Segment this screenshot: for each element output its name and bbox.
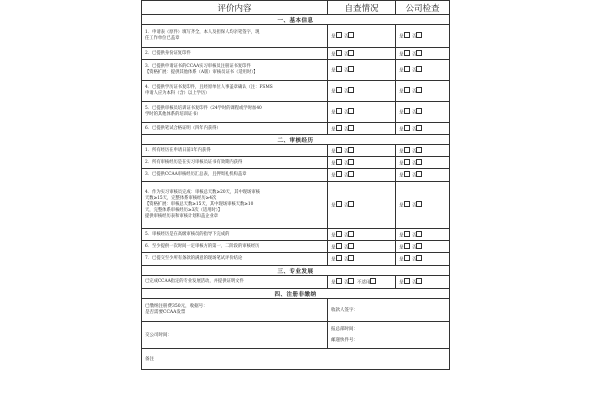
company-yes-checkbox[interactable] [404,201,410,207]
self-check-cell [328,123,396,135]
company-no-checkbox[interactable] [416,50,422,56]
company-yes-label: 是 [399,257,404,263]
company-check-cell [396,169,450,182]
criteria-text [142,60,328,81]
fee-row [142,299,450,322]
self-yes-checkbox[interactable] [336,243,342,249]
company-yes-label: 是 [399,245,404,251]
self-check-cell [328,157,396,169]
criteria-line: 1．所有经历在申请日前1年内获得 [145,147,211,153]
remarks-label: 备注 [145,357,154,362]
company-no-label: 否 [411,280,417,286]
criteria-text [142,253,328,266]
criteria-row [142,81,450,102]
self-yes-checkbox[interactable] [336,231,342,237]
self-yes-checkbox[interactable] [336,278,342,284]
self-check-cell [328,81,396,102]
company-check-cell [396,229,450,241]
criteria-row [142,253,450,266]
company-no-label: 否 [411,52,417,58]
company-yes-label: 是 [399,233,404,239]
company-check-cell [396,276,450,289]
company-yes-checkbox[interactable] [404,108,410,114]
section-title: 一、基本信息 [142,15,450,25]
self-no-checkbox[interactable] [348,108,354,114]
criteria-line: 2．所有审核经历是在实习审核员证书有效期内获得 [145,159,243,165]
self-no-label: 否 [343,127,349,133]
company-no-label: 否 [411,203,417,209]
remarks-row [142,349,450,370]
company-check-cell [396,25,450,48]
criteria-line: 天数≥15天，完整体系审核经历≥4次 [145,196,217,201]
section-title: 四、注册非缴纳 [142,289,450,299]
self-no-checkbox[interactable] [348,66,354,72]
self-yes-label: 是 [331,245,336,251]
company-no-label: 否 [411,68,417,74]
criteria-text [142,48,328,60]
self-no-label: 否 [343,233,349,239]
criteria-row [142,145,450,157]
company-yes-label: 是 [399,127,404,133]
company-no-checkbox[interactable] [416,32,422,38]
company-no-checkbox[interactable] [416,87,422,93]
submission-row [142,322,450,349]
criteria-line: 任工作单位已盖章 [145,36,180,41]
criteria-text [142,157,328,169]
company-no-checkbox[interactable] [416,243,422,249]
company-no-checkbox[interactable] [416,125,422,131]
self-no-label: 否 [343,173,349,179]
self-check-cell [328,25,396,48]
company-yes-label: 是 [399,149,404,155]
criteria-row [142,102,450,123]
self-no-label: 否 [343,110,349,116]
company-yes-checkbox[interactable] [404,255,410,261]
self-check-cell [328,60,396,81]
hq-submit-time-label: 报总部时间： [331,326,358,332]
self-no-label: 否 [343,257,349,263]
self-no-label: 否 [343,52,349,58]
payee-cell [328,299,450,322]
invoice-question-text: 是否需要CCAA发票 [145,310,186,315]
self-check-cell [328,169,396,182]
criteria-line: 4．作为实习审核员完成：审核总天数≥20天，其中现场审核 [145,190,260,195]
company-yes-label: 是 [399,203,404,209]
criteria-row [142,25,450,48]
payee-signature-label: 收款人签字： [331,308,358,313]
criteria-row [142,182,450,229]
self-yes-checkbox[interactable] [336,147,342,153]
fee-receipt-text: 已缴纳注册费350元，收据号： [145,304,208,309]
self-no-label: 否 [343,149,349,155]
self-no-checkbox[interactable] [348,278,354,284]
self-yes-checkbox[interactable] [336,66,342,72]
section-title: 二、审核经历 [142,135,450,145]
criteria-text [142,276,328,289]
self-check-cell [328,253,396,266]
criteria-text [142,123,328,135]
self-yes-label: 是 [331,110,336,116]
company-check-cell [396,157,450,169]
criteria-line: 7．已提交至少所有条款的满意的现场笔试评价结论 [145,256,243,261]
evaluation-table [141,0,450,370]
self-no-label: 否 [343,89,349,95]
form-sections [142,15,450,299]
self-na-label: 不适用 [356,280,371,286]
company-no-checkbox[interactable] [416,171,422,177]
self-no-label: 否 [343,68,349,74]
self-no-label: 否 [343,34,349,40]
self-yes-checkbox[interactable] [336,255,342,261]
self-no-checkbox[interactable] [348,255,354,261]
section-header-row [142,289,450,299]
criteria-line: 【资格扩展：审核总天数≥15天，其中现场审核天数≥10 [145,202,254,207]
self-no-checkbox[interactable] [348,125,354,131]
self-no-label: 否 [343,280,349,286]
criteria-text [142,241,328,253]
company-yes-checkbox[interactable] [404,66,410,72]
criteria-line: 4．已提供学历证书复印件，且经原单位人事盖章确认（注：FSMS [145,85,273,90]
self-yes-checkbox[interactable] [336,87,342,93]
company-no-label: 否 [411,161,417,167]
criteria-line: 天，完整体系审核经历≥3次（适用时）】 [145,208,223,213]
self-check-cell [328,48,396,60]
criteria-row [142,60,450,81]
self-no-label: 否 [343,245,349,251]
column-header-content: 评价内容 [142,1,328,15]
company-yes-checkbox[interactable] [404,231,410,237]
criteria-line: 2．已提供身份证复印件 [145,50,191,56]
company-yes-checkbox[interactable] [404,159,410,165]
company-check-cell [396,253,450,266]
self-yes-label: 是 [331,161,336,167]
company-yes-checkbox[interactable] [404,32,410,38]
company-no-label: 否 [411,34,417,40]
company-yes-label: 是 [399,161,404,167]
section-header-row [142,266,450,276]
company-yes-label: 是 [399,280,404,286]
self-yes-label: 是 [331,233,336,239]
company-no-label: 否 [411,149,417,155]
self-na-checkbox[interactable] [370,278,376,284]
company-yes-checkbox[interactable] [404,50,410,56]
criteria-line: 学时的其他体系的培训证书） [145,112,201,117]
company-no-checkbox[interactable] [416,147,422,153]
self-yes-checkbox[interactable] [336,171,342,177]
self-check-cell [328,241,396,253]
self-yes-checkbox[interactable] [336,125,342,131]
criteria-line: 5．审核经历是在高级审核员的指导下完成的 [145,231,230,237]
criteria-line: 6．已提供笔试合格证明（四年内获得） [145,125,221,131]
company-check-cell [396,102,450,123]
company-no-checkbox[interactable] [416,159,422,165]
self-no-label: 否 [343,203,349,209]
company-check-cell [396,123,450,135]
company-check-cell [396,48,450,60]
column-header-self-check: 自查情况 [328,1,396,15]
column-header-company-check: 公司检查 [396,1,450,15]
self-yes-label: 是 [331,52,336,58]
evaluation-form [141,0,449,400]
company-yes-checkbox[interactable] [404,147,410,153]
self-no-checkbox[interactable] [348,243,354,249]
criteria-line: 提供审核经历表和审核计划和盖企业章 [145,214,219,219]
criteria-text [142,102,328,123]
criteria-row [142,169,450,182]
self-no-checkbox[interactable] [348,231,354,237]
company-yes-label: 是 [399,68,404,74]
section-header-row [142,15,450,25]
self-no-checkbox[interactable] [348,32,354,38]
self-no-checkbox[interactable] [348,171,354,177]
criteria-row [142,276,450,289]
self-check-cell [328,102,396,123]
self-yes-label: 是 [331,68,336,74]
self-no-checkbox[interactable] [348,87,354,93]
table-header-row [142,1,450,15]
self-yes-checkbox[interactable] [336,108,342,114]
self-yes-label: 是 [331,127,336,133]
tracking-number-label: 邮递快件号： [331,337,358,343]
company-no-label: 否 [411,127,417,133]
self-yes-checkbox[interactable] [336,201,342,207]
criteria-line: 1．申请表（原件）填写齐全，本人及担保人均亲笔签字，现 [145,30,260,35]
self-check-cell [328,276,396,289]
self-yes-label: 是 [331,203,336,209]
self-yes-label: 是 [331,280,336,286]
company-no-label: 否 [411,89,417,95]
company-check-cell [396,60,450,81]
self-yes-label: 是 [331,89,336,95]
self-yes-label: 是 [331,149,336,155]
self-yes-label: 是 [331,173,336,179]
criteria-text [142,229,328,241]
company-no-label: 否 [411,245,417,251]
self-no-checkbox[interactable] [348,201,354,207]
company-yes-label: 是 [399,110,404,116]
company-yes-label: 是 [399,173,404,179]
self-yes-label: 是 [331,257,336,263]
criteria-row [142,157,450,169]
company-check-cell [396,182,450,229]
self-yes-checkbox[interactable] [336,32,342,38]
self-no-checkbox[interactable] [348,50,354,56]
self-check-cell [328,229,396,241]
company-yes-checkbox[interactable] [404,87,410,93]
remarks-cell [142,349,450,370]
company-no-checkbox[interactable] [416,108,422,114]
section-header-row [142,135,450,145]
criteria-line: 【资格扩展：提供其他体系（A版）审核员证书（适用时）】 [145,70,258,75]
criteria-text [142,81,328,102]
criteria-row [142,123,450,135]
submit-time-cell [142,322,328,349]
fee-cell [142,299,328,322]
self-yes-checkbox[interactable] [336,159,342,165]
self-check-cell [328,182,396,229]
company-no-checkbox[interactable] [416,231,422,237]
self-no-checkbox[interactable] [348,159,354,165]
company-no-label: 否 [411,257,417,263]
criteria-line: 3．已提供申请证书的CCAA实习审核员注册证书复印件 [145,64,251,69]
self-yes-label: 是 [331,34,336,40]
self-no-checkbox[interactable] [348,147,354,153]
criteria-line: 6．至少提供一次时间一定审核方的第一、二阶段的审核经历 [145,243,260,249]
criteria-line: 申请人应为本科（含）以上学历） [145,91,210,96]
company-no-label: 否 [411,233,417,239]
criteria-line: 3．已提供CCAA审核经历汇总表，且押周礼机构盖章 [145,172,247,177]
company-yes-checkbox[interactable] [404,278,410,284]
criteria-text [142,169,328,182]
self-yes-checkbox[interactable] [336,50,342,56]
company-yes-checkbox[interactable] [404,125,410,131]
company-no-label: 否 [411,173,417,179]
criteria-text [142,182,328,229]
criteria-text [142,25,328,48]
company-yes-label: 是 [399,52,404,58]
self-check-cell [328,145,396,157]
company-no-checkbox[interactable] [416,278,422,284]
company-yes-label: 是 [399,89,404,95]
section-title: 三、专业发展 [142,266,450,276]
company-yes-checkbox[interactable] [404,243,410,249]
criteria-row [142,241,450,253]
company-no-checkbox[interactable] [416,66,422,72]
company-check-cell [396,241,450,253]
criteria-row [142,229,450,241]
company-no-checkbox[interactable] [416,255,422,261]
company-yes-checkbox[interactable] [404,171,410,177]
criteria-row [142,48,450,60]
criteria-line: 5．已提供审核员培训证书复印件（24学时的课程或学时加40 [145,106,262,111]
criteria-line: 已完成CCAA指定的专业发展活动，并提供证明文件 [145,279,244,284]
company-no-label: 否 [411,110,417,116]
criteria-text [142,145,328,157]
company-check-cell [396,81,450,102]
submit-time-label: 交公司时间： [145,333,172,338]
company-no-checkbox[interactable] [416,201,422,207]
headquarters-cell [328,322,450,349]
company-check-cell [396,145,450,157]
company-yes-label: 是 [399,34,404,40]
self-no-label: 否 [343,161,349,167]
